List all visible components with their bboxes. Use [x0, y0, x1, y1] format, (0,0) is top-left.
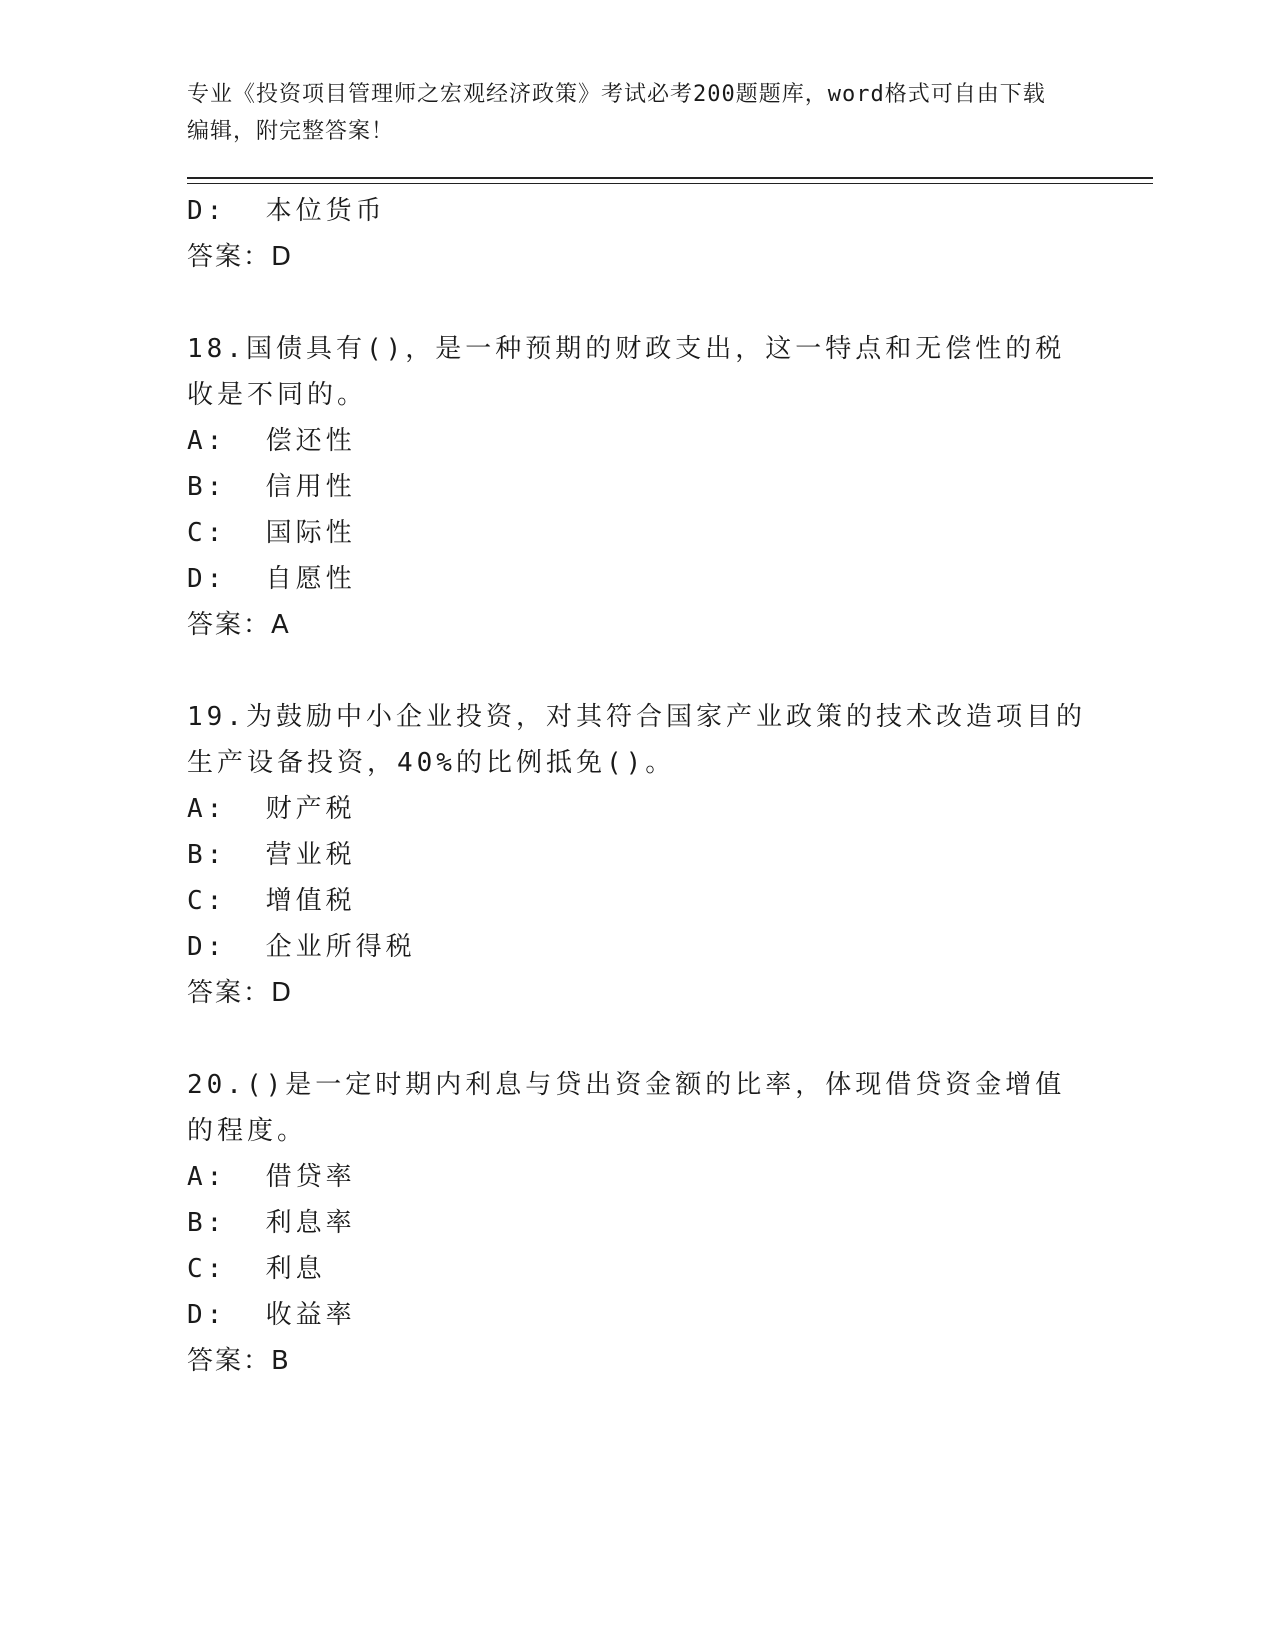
option-b: B: 利息率	[187, 1208, 356, 1238]
question-list	[187, 188, 1087, 1384]
option-a: A: 偿还性	[187, 426, 356, 456]
option-d: D: 企业所得税	[187, 932, 416, 962]
header-rule-thin	[187, 183, 1153, 184]
option-d: D: 收益率	[187, 1300, 356, 1330]
question-20	[187, 1062, 1087, 1384]
document-header: 专业《投资项目管理师之宏观经济政策》考试必考200题题库，word格式可自由下载编辑，附完整答案！	[187, 82, 1046, 144]
spacer	[187, 1016, 1087, 1062]
option-a: A: 财产税	[187, 794, 356, 824]
question-text: 18.国债具有()，是一种预期的财政支出，这一特点和无偿性的税收是不同的。	[187, 334, 1066, 410]
prev-option-d: D: 本位货币	[187, 196, 386, 226]
option-a: A: 借贷率	[187, 1162, 356, 1192]
question-18	[187, 326, 1087, 648]
answer: 答案：D	[187, 978, 294, 1008]
spacer	[187, 648, 1087, 694]
question-text: 20.()是一定时期内利息与贷出资金额的比率，体现借贷资金增值的程度。	[187, 1070, 1066, 1146]
option-d: D: 自愿性	[187, 564, 356, 594]
answer: 答案：B	[187, 1346, 291, 1376]
option-c: C: 增值税	[187, 886, 356, 916]
question-19	[187, 694, 1087, 1016]
question-text: 19.为鼓励中小企业投资，对其符合国家产业政策的技术改造项目的生产设备投资，40%的比例抵免()。	[187, 702, 1086, 778]
option-c: C: 利息	[187, 1254, 326, 1284]
option-b: B: 信用性	[187, 472, 356, 502]
spacer	[187, 280, 1087, 326]
prev-answer: 答案：D	[187, 242, 294, 272]
option-b: B: 营业税	[187, 840, 356, 870]
option-c: C: 国际性	[187, 518, 356, 548]
header-rule-thick	[187, 177, 1153, 179]
answer: 答案：A	[187, 610, 291, 640]
